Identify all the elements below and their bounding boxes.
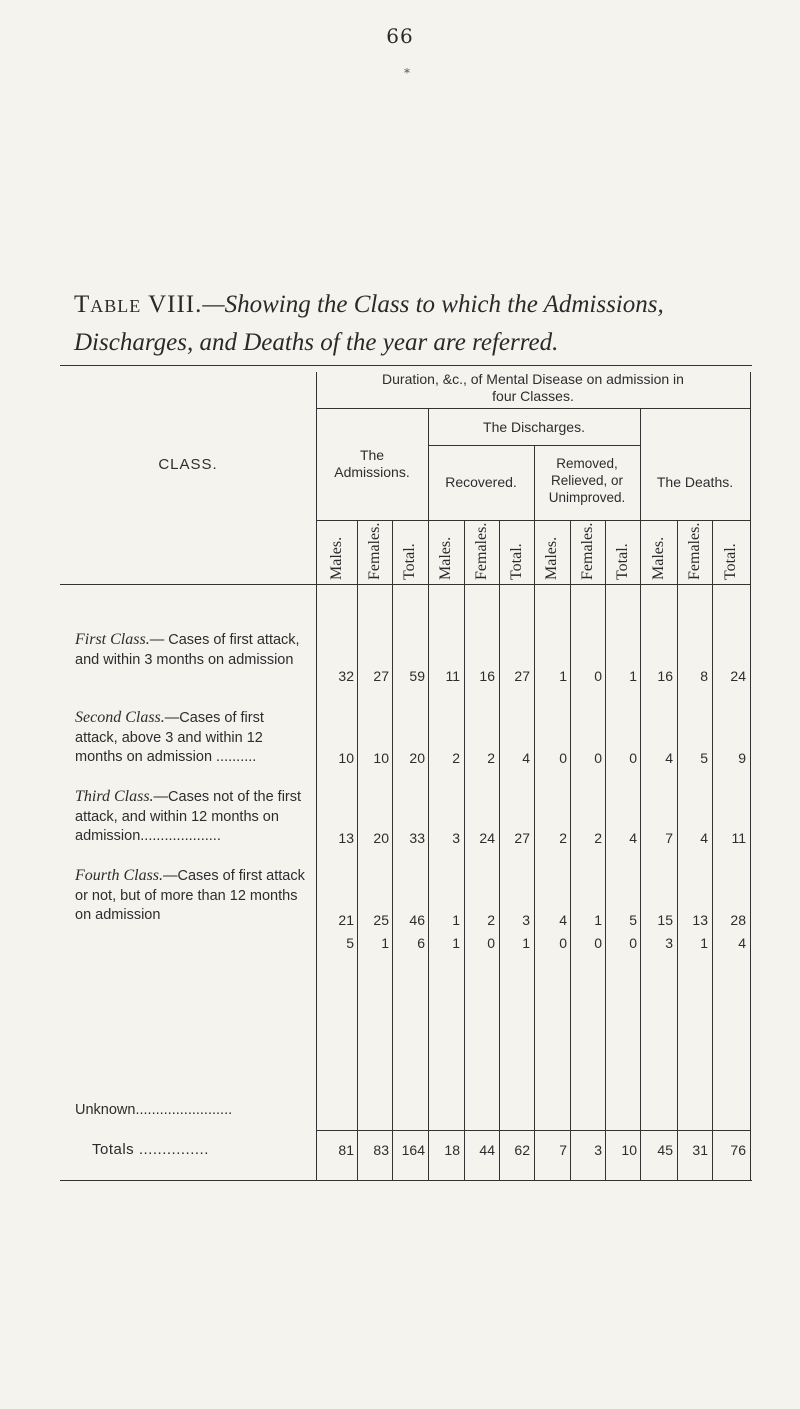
column-header-females: Females.: [685, 522, 703, 580]
column-header-males: Males.: [649, 536, 667, 580]
table-bottom-rule: [60, 1180, 752, 1181]
table-cell: 1: [559, 668, 567, 684]
table-cell: 16: [657, 668, 673, 684]
table-cell: 20: [409, 750, 425, 766]
totals-cell: 31: [692, 1142, 708, 1158]
removed-header-line1: Removed,: [556, 456, 618, 471]
table-cell: 0: [594, 668, 602, 684]
class-row-third-title: Third Class.: [75, 788, 154, 805]
table-cell: 4: [665, 750, 673, 766]
table-cell: 27: [373, 668, 389, 684]
table-cell: 16: [479, 668, 495, 684]
class-header: CLASS.: [158, 456, 218, 473]
printer-mark: *: [404, 66, 410, 80]
totals-cell: 164: [401, 1142, 425, 1158]
duration-header: [316, 371, 750, 405]
table-cell: 4: [629, 830, 637, 846]
table-top-rule: [60, 365, 752, 366]
class-row-first-title: First Class.: [75, 631, 150, 648]
column-header-males: Males.: [437, 536, 454, 580]
table-cell: 2: [487, 750, 495, 766]
class-row-second-title: Second Class.: [75, 709, 165, 726]
totals-cell: 45: [657, 1142, 673, 1158]
table-cell: 0: [629, 935, 637, 951]
table-cell: 7: [665, 830, 673, 846]
table-cell: 28: [730, 912, 746, 928]
table-cell: 13: [338, 830, 354, 846]
column-header-total: Total.: [507, 543, 525, 580]
duration-header-line1: Duration, &c., of Mental Disease on admission in: [382, 371, 684, 387]
table-cell: 11: [731, 830, 746, 846]
col-divider: [570, 520, 571, 1180]
table-cell: 8: [700, 668, 708, 684]
removed-header: [534, 455, 640, 506]
table-cell: 59: [409, 668, 425, 684]
table-cell: 32: [338, 668, 354, 684]
table-cell: 46: [409, 912, 425, 928]
table-cell: 4: [738, 935, 746, 951]
table-cell: 1: [381, 935, 389, 951]
class-row-unknown: [75, 1101, 310, 1121]
column-header-total: Total.: [401, 543, 418, 580]
table-cell: 5: [629, 912, 637, 928]
col-divider: [712, 520, 713, 1180]
column-header-females: Females.: [365, 522, 383, 580]
table-cell: 24: [730, 668, 746, 684]
table-cell: 0: [487, 935, 495, 951]
column-header-females: Females.: [472, 522, 490, 580]
totals-rule: [316, 1130, 750, 1131]
table-title-line2: Discharges, and Deaths of the year are referred.: [74, 329, 559, 356]
admissions-header-line1: The: [359, 447, 385, 463]
header-bottom-rule: [60, 584, 750, 585]
duration-rule: [316, 408, 750, 409]
table-cell: 3: [522, 912, 530, 928]
table-cell: 5: [346, 935, 354, 951]
table-cell: 11: [445, 668, 460, 684]
column-header-total: Total.: [722, 543, 739, 580]
group-divider-admissions: [428, 408, 429, 1180]
table-cell: 20: [373, 830, 389, 846]
totals-cell: 3: [594, 1142, 602, 1158]
totals-cell: 83: [373, 1142, 389, 1158]
table-cell: 1: [522, 935, 530, 951]
table-cell: 1: [452, 935, 460, 951]
class-row-fourth-title: Fourth Class.: [75, 867, 164, 884]
table-cell: 4: [700, 830, 708, 846]
class-divider: [316, 372, 317, 1180]
table-cell: 0: [594, 935, 602, 951]
admissions-header-line2: Admissions.: [334, 464, 410, 480]
table-cell: 27: [514, 830, 530, 846]
class-row-third-desc: —Cases not of the first attack, and within 12 months on admission....................: [75, 789, 302, 845]
table-title-line1: —Showing the Class to which the Admissions,: [202, 291, 664, 318]
class-row-fourth-desc: —Cases of first attack or not, but of more than 12 months on admission: [75, 868, 305, 924]
discharges-header: The Discharges.: [483, 419, 585, 435]
group-divider-recovered: [534, 445, 535, 1180]
totals-cell: 81: [338, 1142, 354, 1158]
table-cell: 25: [373, 912, 389, 928]
table-cell: 0: [629, 750, 637, 766]
subheader-rule: [316, 520, 750, 521]
table-cell: 1: [452, 912, 460, 928]
table-cell: 4: [522, 750, 530, 766]
col-divider: [499, 520, 500, 1180]
admissions-header: [316, 447, 428, 481]
table-cell: 15: [657, 912, 673, 928]
col-divider: [357, 520, 358, 1180]
group-divider-removed: [640, 408, 641, 1180]
removed-header-line3: Unimproved.: [548, 490, 626, 505]
totals-label: Totals ...............: [92, 1141, 209, 1158]
totals-cell: 62: [514, 1142, 530, 1158]
table-cell: 24: [479, 830, 495, 846]
class-row-fourth: [75, 866, 310, 926]
table-cell: 5: [700, 750, 708, 766]
table-cell: 2: [452, 750, 460, 766]
table-cell: 3: [452, 830, 460, 846]
table-cell: 33: [409, 830, 425, 846]
class-row-second-desc: —Cases of first attack, above 3 and within 12 months on admission ..........: [75, 710, 264, 766]
table-cell: 21: [338, 912, 354, 928]
class-row-second: [75, 708, 310, 768]
table-cell: 3: [665, 935, 673, 951]
table-cell: 9: [738, 750, 746, 766]
totals-cell: 76: [730, 1142, 746, 1158]
totals-cell: 18: [444, 1142, 460, 1158]
table-cell: 27: [514, 668, 530, 684]
class-row-first-desc: — Cases of first attack, and within 3 months on admission: [75, 632, 300, 668]
table-cell: 1: [594, 912, 602, 928]
table-cell: 13: [692, 912, 708, 928]
table-cell: 0: [559, 750, 567, 766]
removed-header-line2: Relieved, or: [550, 473, 624, 488]
table-cell: 6: [417, 935, 425, 951]
table-cell: 1: [700, 935, 708, 951]
col-divider: [677, 520, 678, 1180]
page-number: 66: [386, 24, 414, 48]
table-cell: 0: [594, 750, 602, 766]
table-cell: 10: [373, 750, 389, 766]
class-row-third: [75, 787, 310, 847]
deaths-header: The Deaths.: [656, 474, 734, 490]
col-divider: [392, 520, 393, 1180]
table-title-lead: Table VIII.: [74, 291, 203, 318]
column-header-females: Females.: [578, 522, 596, 580]
col-divider: [464, 520, 465, 1180]
column-header-males: Males.: [543, 536, 560, 580]
table-cell: 2: [559, 830, 567, 846]
totals-cell: 7: [559, 1142, 567, 1158]
duration-header-line2: four Classes.: [492, 388, 574, 404]
column-header-males: Males.: [327, 536, 345, 580]
class-row-first: [75, 630, 310, 670]
recovered-header: Recovered.: [445, 474, 517, 490]
table-cell: 2: [487, 912, 495, 928]
col-divider: [605, 520, 606, 1180]
table-cell: 1: [629, 668, 637, 684]
table-cell: 10: [338, 750, 354, 766]
class-row-unknown-desc: Unknown........................: [75, 1102, 233, 1118]
totals-cell: 10: [621, 1142, 637, 1158]
table-cell: 4: [559, 912, 567, 928]
totals-cell: 44: [479, 1142, 495, 1158]
table-cell: 0: [559, 935, 567, 951]
table-right-rule: [750, 372, 751, 1180]
column-header-total: Total.: [613, 543, 631, 580]
table-cell: 2: [594, 830, 602, 846]
